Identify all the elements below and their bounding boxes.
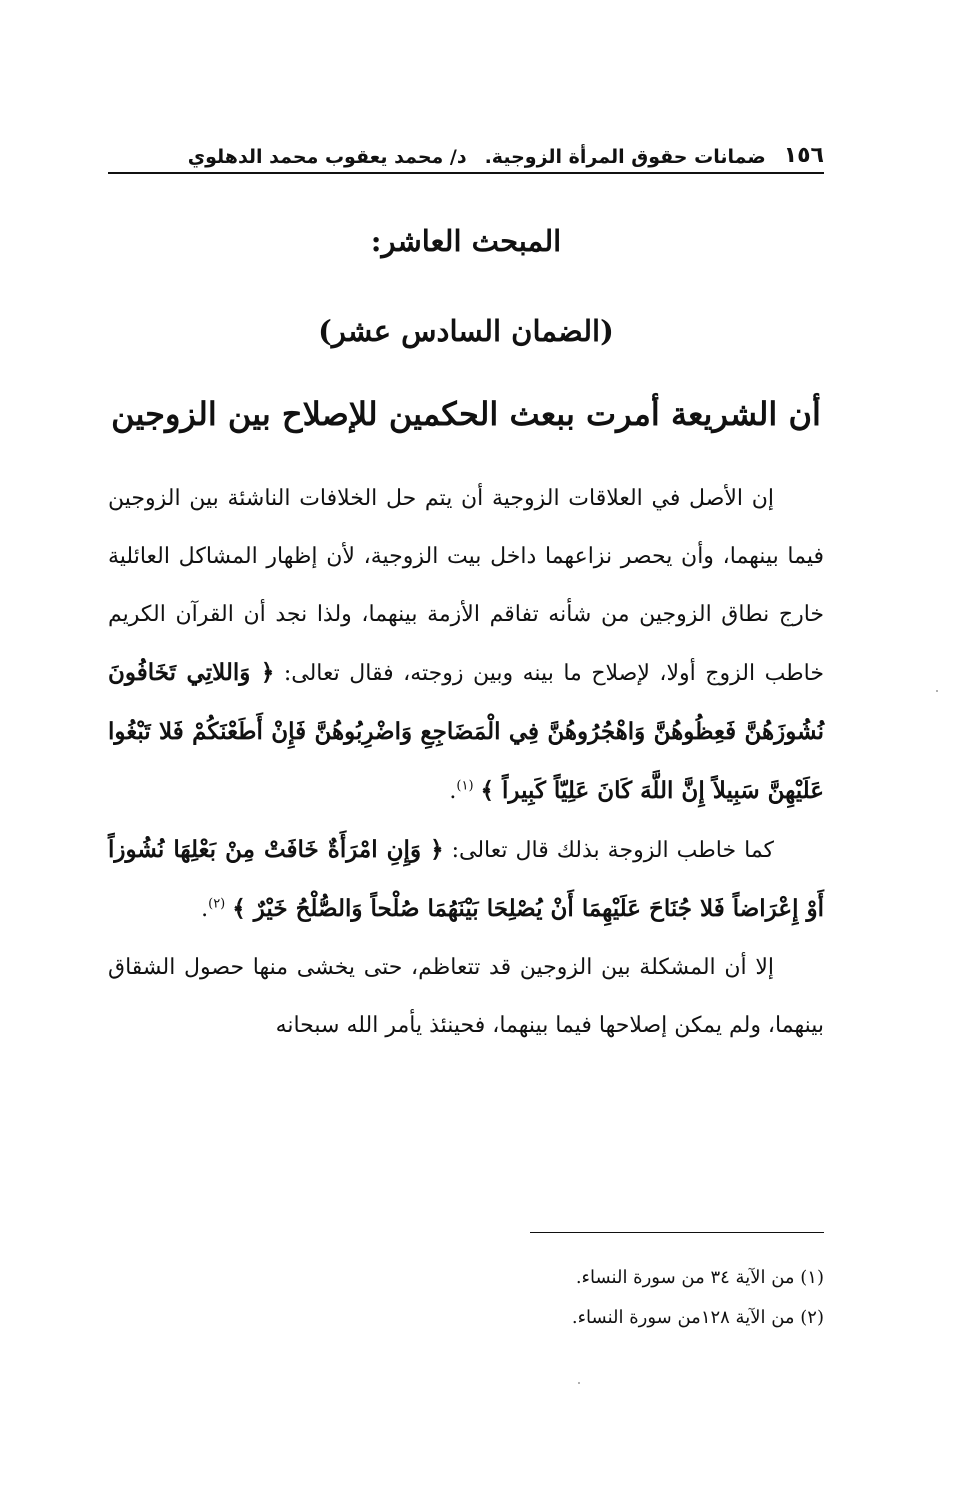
footnote-separator (530, 1232, 824, 1233)
guarantee-heading: (الضمان السادس عشر) (318, 314, 614, 348)
author-name: د/ محمد يعقوب محمد الدهلوي (187, 146, 467, 168)
paragraph-3 (108, 939, 824, 1055)
scan-speck (578, 1382, 580, 1384)
footnotes (420, 1258, 824, 1338)
running-header (108, 140, 824, 174)
scan-speck (936, 690, 938, 692)
paragraph-2-text: كما خاطب الزوجة بذلك قال تعالى: (451, 838, 775, 863)
paragraph-3-text: إلا أن المشكلة بين الزوجين قد تتعاظم، حتى يخشى منها حصول الشقاق بينهما، ولم يمكن إصلاحها فيما بينهما، فحينئذ يأمر الله سبحانه (108, 955, 824, 1038)
section-heading: المبحث العاشر: (370, 224, 562, 258)
quran-verse-2: ﴿ وَإِنِ امْرَأَةٌ خَافَتْ مِنْ بَعْلِهَا نُشُوزاً أَوْ إِعْرَاضاً فَلا جُنَاحَ عَلَيْهِمَا أَنْ يُصْلِحَا بَيْنَهُمَا صُلْحاً وَالصُّلْحُ خَيْرٌ ﴾ (108, 836, 824, 922)
body-text (108, 470, 824, 1055)
footnote-2: (٢) من الآية ١٢٨من سورة النساء. (571, 1307, 824, 1328)
paragraph-1: إن الأصل في العلاقات الزوجية أن يتم حل الخلافات الناشئة بين الزوجين فيما بينهما، وأن يحصر نزاعهما داخل بيت الزوجية، لأن إظهار المشاكل العائلية خارج نطاق الزوجين من شأنه تفاقم الأزمة بينهما، ولذا نجد أن القرآن الكريم خاطب الزوج أولا، لإصلاح ما بينه وبين زوجته، فقال تعالى: ﴿ وَاللاتِي تَخَافُونَ نُشُوزَهُنَّ فَعِظُوهُنَّ وَاهْجُرُوهُنَّ فِي الْمَضَاجِعِ وَاضْرِبُوهُنَّ فَإِنْ أَطَعْنَكُمْ فَلا تَبْغُوا عَلَيْهِنَّ سَبِيلاً إِنَّ اللَّهَ كَانَ عَلِيّاً كَبِيراً ﴾ $^{(١)}$. (108, 486, 824, 804)
running-title: ضمانات حقوق المرأة الزوجية. (484, 146, 766, 168)
page-number: ١٥٦ (783, 143, 824, 168)
quran-verse-1: ﴿ وَاللاتِي تَخَافُونَ نُشُوزَهُنَّ فَعِظُوهُنَّ وَاهْجُرُوهُنَّ فِي الْمَضَاجِعِ وَاضْرِبُوهُنَّ فَإِنْ أَطَعْنَكُمْ فَلا تَبْغُوا عَلَيْهِنَّ سَبِيلاً إِنَّ اللَّهَ كَانَ عَلِيّاً كَبِيراً ﴾ (108, 659, 824, 804)
topic-heading: أن الشريعة أمرت ببعث الحكمين للإصلاح بين الزوجين (111, 395, 821, 433)
footnote-ref-2[interactable]: (٢) (208, 896, 226, 912)
paragraph-1-text: إن الأصل في العلاقات الزوجية أن يتم حل الخلافات الناشئة بين الزوجين فيما بينهما، وأن يحصر نزاعهما داخل بيت الزوجية، لأن إظهار المشاكل العائلية خارج نطاق الزوجين من شأنه تفاقم الأزمة بينهما، ولذا نجد أن القرآن الكريم خاطب الزوج أولا، لإصلاح ما بينه وبين زوجته، فقال تعالى: (108, 486, 824, 686)
footnote-1: (١) من الآية ٣٤ من سورة النساء. (575, 1267, 824, 1288)
footnote-ref-1[interactable]: (١) (456, 778, 474, 794)
paragraph-2: كما خاطب الزوجة بذلك قال تعالى: ﴿ وَإِنِ امْرَأَةٌ خَافَتْ مِنْ بَعْلِهَا نُشُوزاً أَوْ إِعْرَاضاً فَلا جُنَاحَ عَلَيْهِمَا أَنْ يُصْلِحَا بَيْنَهُمَا صُلْحاً وَالصُّلْحُ خَيْرٌ ﴾ $^{(٢)}$. (108, 836, 824, 922)
